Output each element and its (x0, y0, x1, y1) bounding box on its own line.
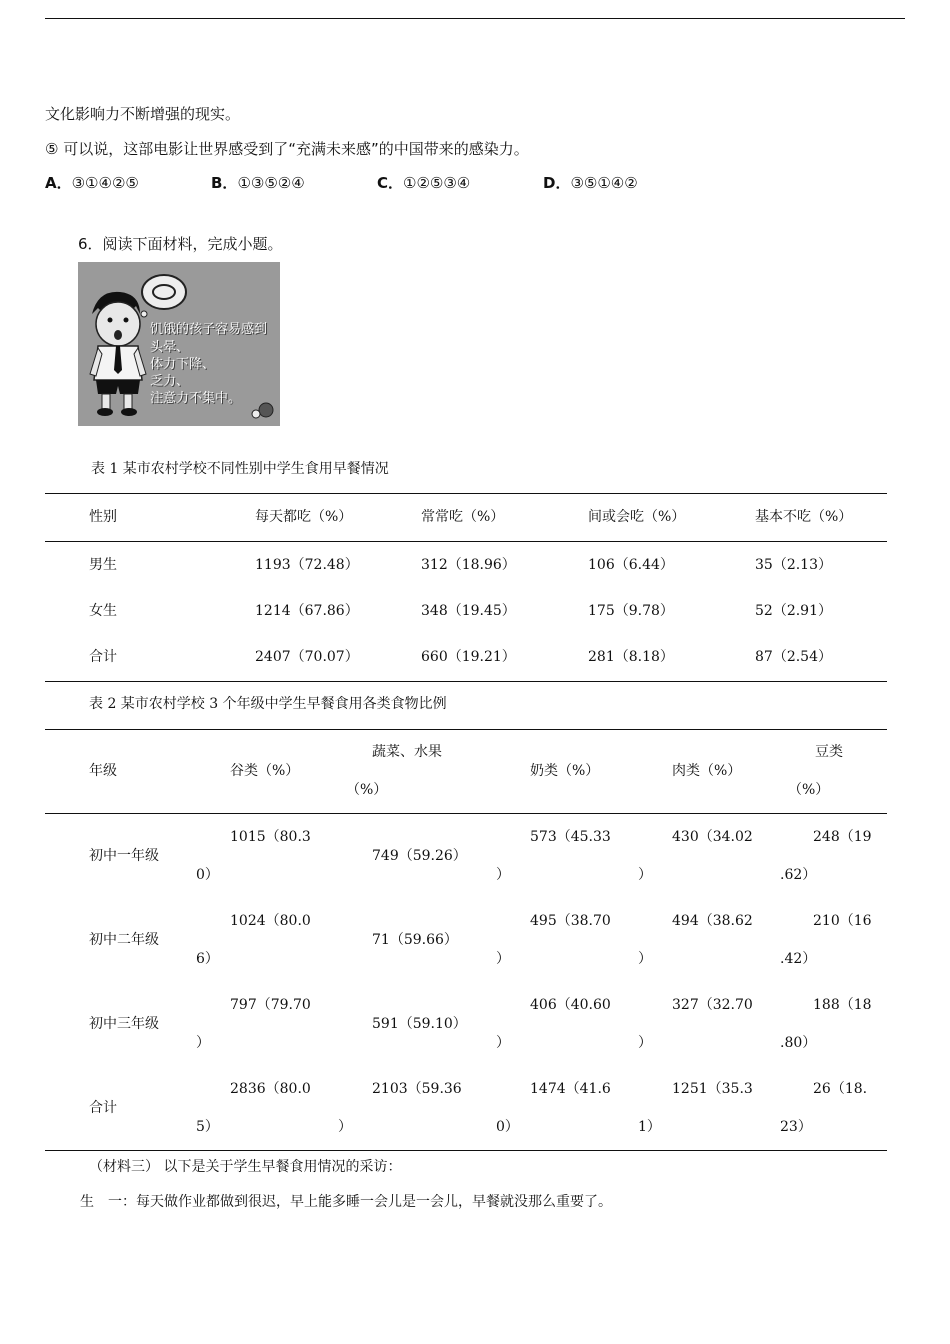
table2-row3-bean-a: 188（18 (813, 997, 872, 1013)
table1-header-rarely: 基本不吃（%） (755, 509, 853, 525)
table1-caption: 表 1 某市农村学校不同性别中学生食用早餐情况 (91, 461, 389, 477)
material3-title: （材料三） 以下是关于学生早餐食用情况的采访： (89, 1159, 402, 1175)
table2-header-veg-line2: （%） (346, 782, 388, 798)
table1-row-total-often: 660（19.21） (421, 649, 516, 665)
table1-row-male-daily: 1193（72.48） (255, 557, 359, 573)
table1-row-female-often: 348（19.45） (421, 603, 516, 619)
table1-header-daily: 每天都吃（%） (255, 509, 353, 525)
table2-bottom-rule (45, 1150, 887, 1151)
header-rule (45, 18, 905, 19)
table1-row-male-rarely: 35（2.13） (755, 557, 832, 573)
illustration-text-3: 体力下降、 (150, 357, 216, 372)
table2-row2-grain-b: 6） (196, 951, 219, 967)
table2-row2-milk-b: ） (496, 951, 510, 967)
table2-row1-grain-b: 0） (196, 867, 219, 883)
table1-row-male-often: 312（18.96） (421, 557, 516, 573)
option-c-letter: C． (377, 174, 404, 192)
option-d-letter: D． (543, 174, 571, 192)
table2-total-veg-a: 2103（59.36 (372, 1081, 462, 1097)
table1-row-female-label: 女生 (89, 603, 117, 619)
option-a-letter: A． (45, 174, 72, 192)
table2-row1-bean-b: .62） (780, 867, 817, 883)
table1-row-female-daily: 1214（67.86） (255, 603, 359, 619)
table2-row1-grade: 初中一年级 (89, 848, 159, 864)
intro-line-2: ⑤ 可以说，这部电影让世界感受到了“充满未来感”的中国带来的感染力。 (45, 140, 529, 158)
table2-row1-meat-a: 430（34.02 (672, 829, 753, 845)
table2-total-bean-b: 23） (780, 1119, 812, 1135)
table1-row-male-sometimes: 106（6.44） (588, 557, 674, 573)
table2-total-label: 合计 (89, 1100, 117, 1116)
table2-header-grain: 谷类（%） (230, 763, 300, 779)
material3-student1: 生 一：每天做作业都做到很迟，早上能多睡一会儿是一会儿，早餐就没那么重要了。 (80, 1194, 612, 1210)
table2-top-rule (45, 729, 887, 730)
table1-bottom-rule (45, 681, 887, 682)
option-b-letter: B． (211, 174, 238, 192)
table2-row1-milk-a: 573（45.33 (530, 829, 611, 845)
table2-row1-meat-b: ） (638, 867, 652, 883)
table1-row-total-rarely: 87（2.54） (755, 649, 832, 665)
illustration-text-1: 饥饿的孩子容易感到 (150, 322, 268, 337)
table1-row-total-daily: 2407（70.07） (255, 649, 359, 665)
table2-row1-grain-a: 1015（80.3 (230, 829, 311, 845)
table1-row-total-sometimes: 281（8.18） (588, 649, 674, 665)
table2-row3-bean-b: .80） (780, 1035, 817, 1051)
table2-row2-bean-a: 210（16 (813, 913, 872, 929)
table1-header-rule (45, 541, 887, 542)
table2-header-meat: 肉类（%） (672, 763, 742, 779)
illustration-text-2: 头晕、 (150, 340, 190, 355)
table2-row3-milk-a: 406（40.60 (530, 997, 611, 1013)
table2-total-veg-b: ） (338, 1119, 352, 1135)
table2-row2-grade: 初中二年级 (89, 932, 159, 948)
illustration-text-5: 注意力不集中。 (150, 391, 242, 406)
table2-total-grain-a: 2836（80.0 (230, 1081, 311, 1097)
table2-row3-grain-a: 797（79.70 (230, 997, 311, 1013)
option-d-value: ③⑤①④② (570, 174, 638, 192)
table2-header-rule (45, 813, 887, 814)
table2-total-grain-b: 5） (196, 1119, 219, 1135)
table2-header-milk: 奶类（%） (530, 763, 600, 779)
table2-header-bean-line2: （%） (788, 782, 830, 798)
table2-header-veg-line1: 蔬菜、水果 (372, 744, 442, 760)
table2-row3-grain-b: ） (196, 1035, 210, 1051)
table2-row3-veg: 591（59.10） (372, 1016, 467, 1032)
table2-row3-meat-a: 327（32.70 (672, 997, 753, 1013)
table2-header-bean-line1: 豆类 (815, 744, 843, 760)
table1-header-gender: 性别 (89, 509, 117, 525)
table2-row3-meat-b: ） (638, 1035, 652, 1051)
table2-header-grade: 年级 (89, 763, 117, 779)
table1-row-male-label: 男生 (89, 557, 117, 573)
illustration-image (78, 262, 280, 426)
table2-row2-meat-b: ） (638, 951, 652, 967)
table2-row2-bean-b: .42） (780, 951, 817, 967)
question-title: 6．阅读下面材料，完成小题。 (78, 235, 283, 253)
table2-total-milk-a: 1474（41.6 (530, 1081, 611, 1097)
table2-total-milk-b: 0） (496, 1119, 519, 1135)
table2-total-bean-a: 26（18. (813, 1081, 868, 1097)
table2-row2-grain-a: 1024（80.0 (230, 913, 311, 929)
table2-caption: 表 2 某市农村学校 3 个年级中学生早餐食用各类食物比例 (89, 696, 447, 712)
option-a-value: ③①④②⑤ (71, 174, 139, 192)
table2-total-meat-a: 1251（35.3 (672, 1081, 753, 1097)
intro-line-1: 文化影响力不断增强的现实。 (45, 105, 241, 123)
table2-row3-grade: 初中三年级 (89, 1016, 159, 1032)
table2-row1-veg: 749（59.26） (372, 848, 467, 864)
table2-row1-bean-a: 248（19 (813, 829, 872, 845)
option-b-value: ①③⑤②④ (237, 174, 305, 192)
option-d (543, 172, 638, 193)
table1-header-sometimes: 间或会吃（%） (588, 509, 686, 525)
table1-row-female-rarely: 52（2.91） (755, 603, 832, 619)
table1-row-female-sometimes: 175（9.78） (588, 603, 674, 619)
option-b (211, 172, 305, 193)
table2-row1-milk-b: ） (496, 867, 510, 883)
option-c-value: ①②⑤③④ (403, 174, 471, 192)
illustration-text-4: 乏力、 (150, 374, 190, 389)
table1-top-rule (45, 493, 887, 494)
option-c (377, 172, 470, 193)
table1-row-total-label: 合计 (89, 649, 117, 665)
table2-row2-veg: 71（59.66） (372, 932, 458, 948)
table1-header-often: 常常吃（%） (421, 509, 505, 525)
option-a (45, 172, 139, 193)
table2-total-meat-b: 1） (638, 1119, 661, 1135)
table2-row2-meat-a: 494（38.62 (672, 913, 753, 929)
table2-row3-milk-b: ） (496, 1035, 510, 1051)
table2-row2-milk-a: 495（38.70 (530, 913, 611, 929)
